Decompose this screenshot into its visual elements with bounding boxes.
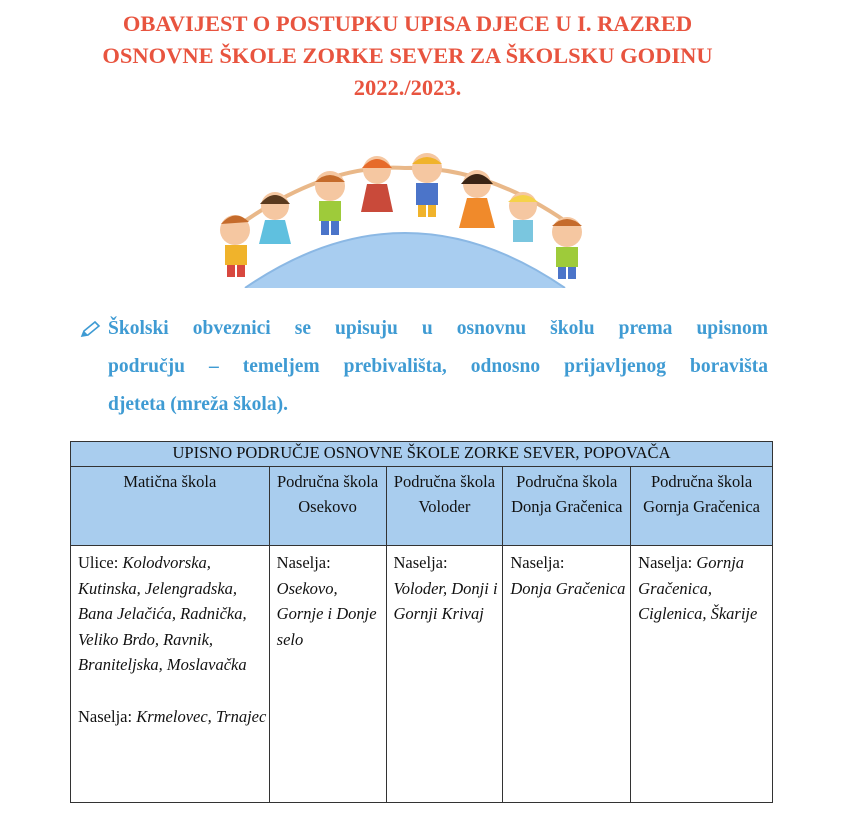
column-header-osekovo: Područna škola Osekovo [269,467,386,546]
enrollment-notice [80,310,768,424]
ulice-label: Ulice: [78,553,123,572]
naselja-label: Naselja: [78,706,137,726]
naselja-value: Osekovo, Gornje i Donje selo [276,578,377,649]
cell-voloder [386,546,503,803]
column-header-maticna: Matična škola [71,467,270,546]
table-heading: UPISNO PODRUČJE OSNOVNE ŠKOLE ZORKE SEVER, POPOVAČA [71,442,773,467]
notice-line-2: području – temeljem prebivališta, odnosno prijavljenog boravišta [108,356,768,377]
ulice-value: Kolodvorska, Kutinska, Jelengradska, Bana Jelačića, Radnička, Veliko Brdo, Ravnik, Braniteljska, Moslavačka [78,553,247,674]
naselja-value: Voloder, Donji i Gornji Krivaj [393,578,498,623]
naselja-label: Naselja: [510,553,565,572]
title-line-1: OBAVIJEST O POSTUPKU UPISA DJECE U I. RAZRED [122,11,693,36]
naselja-value: Donja Gračenica [510,578,626,598]
pencil-icon [80,320,102,338]
column-header-gornja-gracenica: Područna škola Gornja Gračenica [631,467,773,546]
naselja-label: Naselja: [276,553,331,572]
naselja-value: Krmelovec, Trnajec [136,706,267,726]
children-holding-hands-on-globe-icon [205,148,605,288]
naselja-label: Naselja: [638,553,697,572]
cell-osekovo [269,546,386,803]
enrollment-area-table [70,441,773,803]
cell-donja-gracenica [503,546,631,803]
notice-line-1: Školski obveznici se upisuju u osnovnu školu prema upisnom [108,318,768,339]
column-header-voloder: Područna škola Voloder [386,467,503,546]
cell-gornja-gracenica [631,546,773,803]
naselja-label: Naselja: [393,553,448,572]
cell-maticna [71,546,270,803]
title-line-3: 2022./2023. [353,75,462,100]
notice-line-3: djeteta (mreža škola). [108,394,288,415]
column-header-donja-gracenica: Područna škola Donja Gračenica [503,467,631,546]
document-title [40,8,775,104]
naselja-value: Gornja Gračenica, Ciglenica, Škarije [638,553,758,623]
title-line-2: OSNOVNE ŠKOLE ZORKE SEVER ZA ŠKOLSKU GODINU [102,43,713,68]
